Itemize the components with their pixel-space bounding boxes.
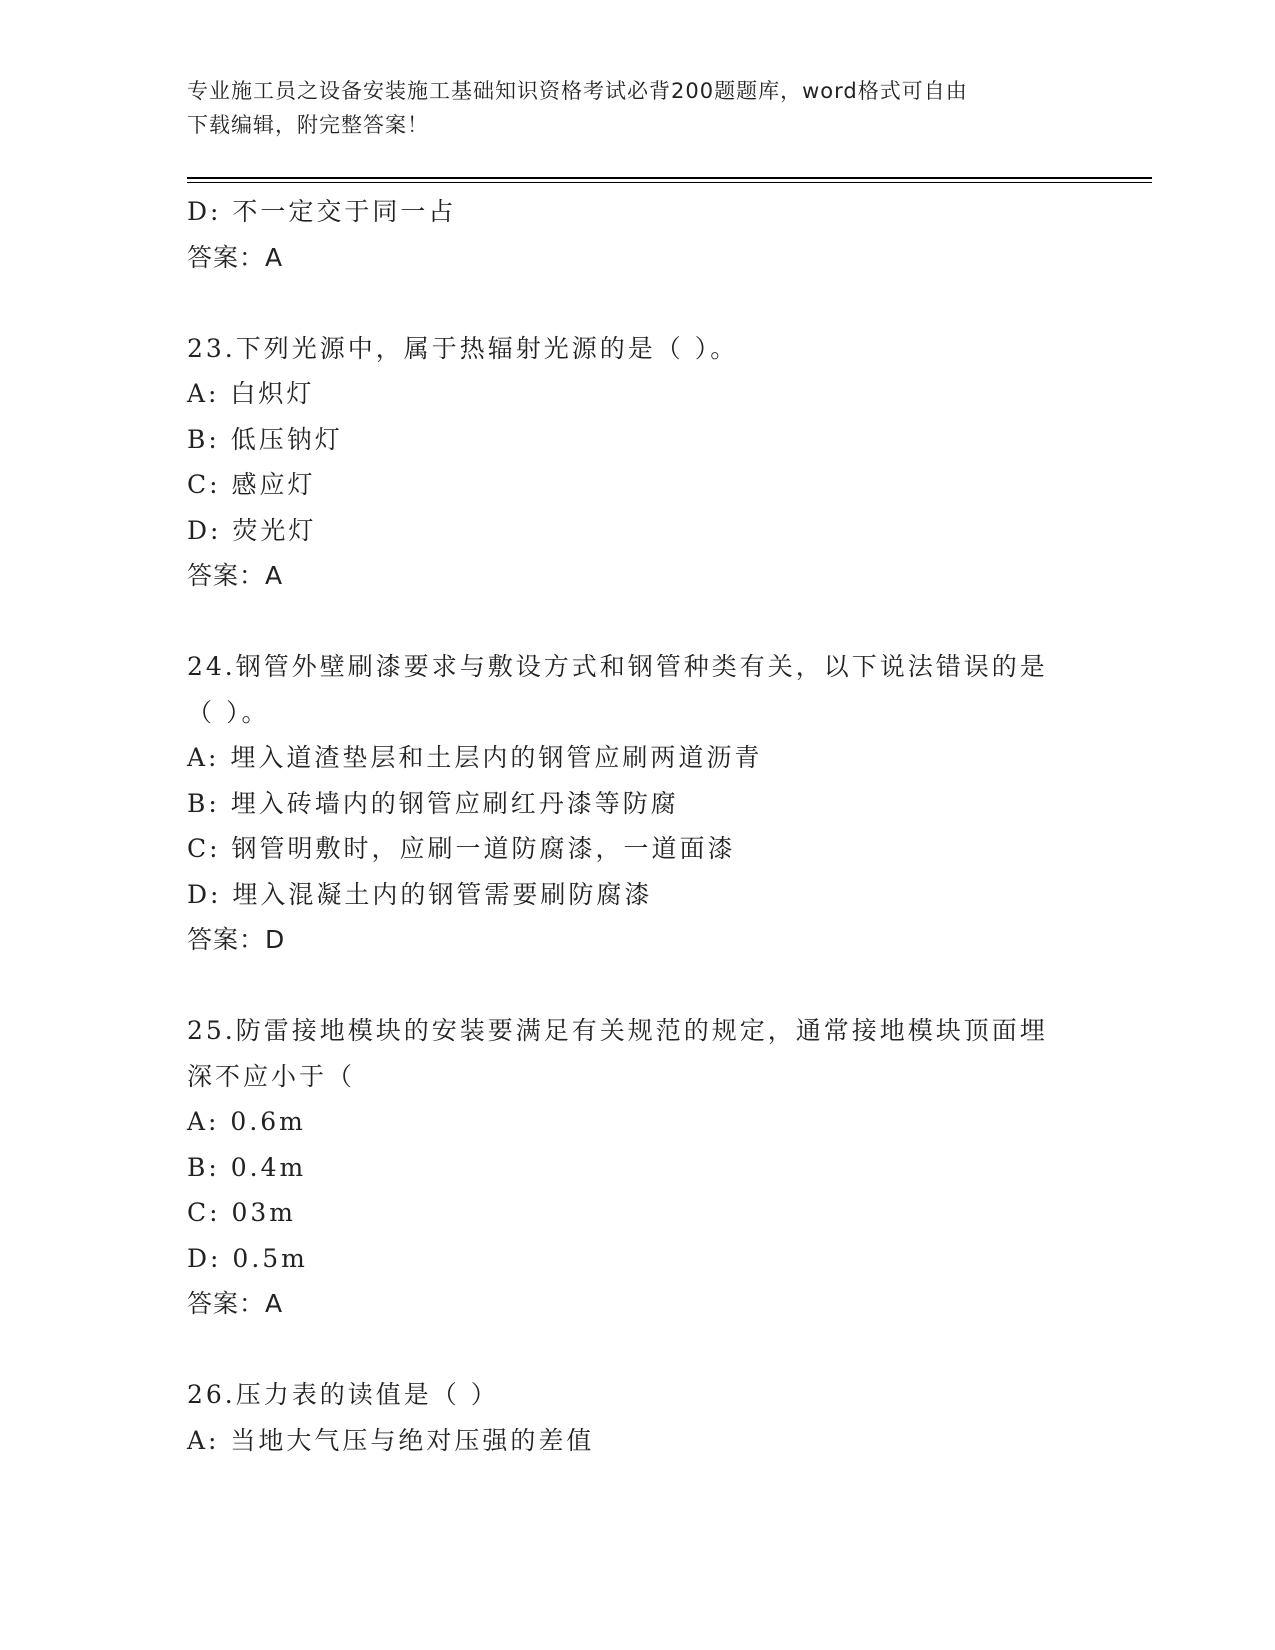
q25-option-d: D: 0.5m [187,1243,308,1273]
q23-option-a: A: 白炽灯 [187,379,315,408]
q25-option-c: C: 03m [187,1198,297,1227]
document-header [187,74,1087,142]
question-body [187,189,1147,1463]
q23-option-d: D: 荧光灯 [187,515,317,545]
spacer [187,1327,1147,1373]
q23-option-c: C: 感应灯 [187,470,316,499]
q26-stem: 26.压力表的读值是（ ） [187,1380,499,1409]
q25-option-a: A: 0.6m [187,1107,306,1136]
header-divider [187,177,1152,183]
header-line-2: 下载编辑，附完整答案！ [187,113,429,137]
q25-stem-line-1: 25.防雷接地模块的安装要满足有关规范的规定，通常接地模块顶面埋 [187,1016,1048,1045]
document-page [187,0,1147,1650]
q24-option-a: A: 埋入道渣垫层和土层内的钢管应刷两道沥青 [187,743,763,772]
q23-stem: 23.下列光源中，属于热辐射光源的是（ ）。 [187,333,739,363]
header-line-1: 专业施工员之设备安装施工基础知识资格考试必背200题题库，word格式可自由 [187,79,968,103]
spacer [187,599,1147,645]
q23-answer: 答案：A [187,561,284,590]
q25-option-b: B: 0.4m [187,1152,307,1182]
q23-option-b: B: 低压钠灯 [187,424,343,454]
q25-answer: 答案：A [187,1289,284,1318]
q24-option-b: B: 埋入砖墙内的钢管应刷红丹漆等防腐 [187,788,679,818]
q24-option-d: D: 埋入混凝土内的钢管需要刷防腐漆 [187,879,653,909]
q24-stem-line-1: 24.钢管外壁刷漆要求与敷设方式和钢管种类有关，以下说法错误的是 [187,652,1048,681]
spacer [187,963,1147,1009]
spacer [187,280,1147,326]
q26-option-a: A: 当地大气压与绝对压强的差值 [187,1425,595,1455]
prev-answer: 答案：A [187,242,284,272]
q24-stem-line-2: （ ）。 [187,697,270,727]
q25-stem-line-2: 深不应小于（ [187,1061,356,1091]
q24-answer: 答案：D [187,925,286,954]
q24-option-c: C: 钢管明敷时，应刷一道防腐漆，一道面漆 [187,834,736,863]
prev-option-d: D: 不一定交于同一占 [187,197,457,226]
